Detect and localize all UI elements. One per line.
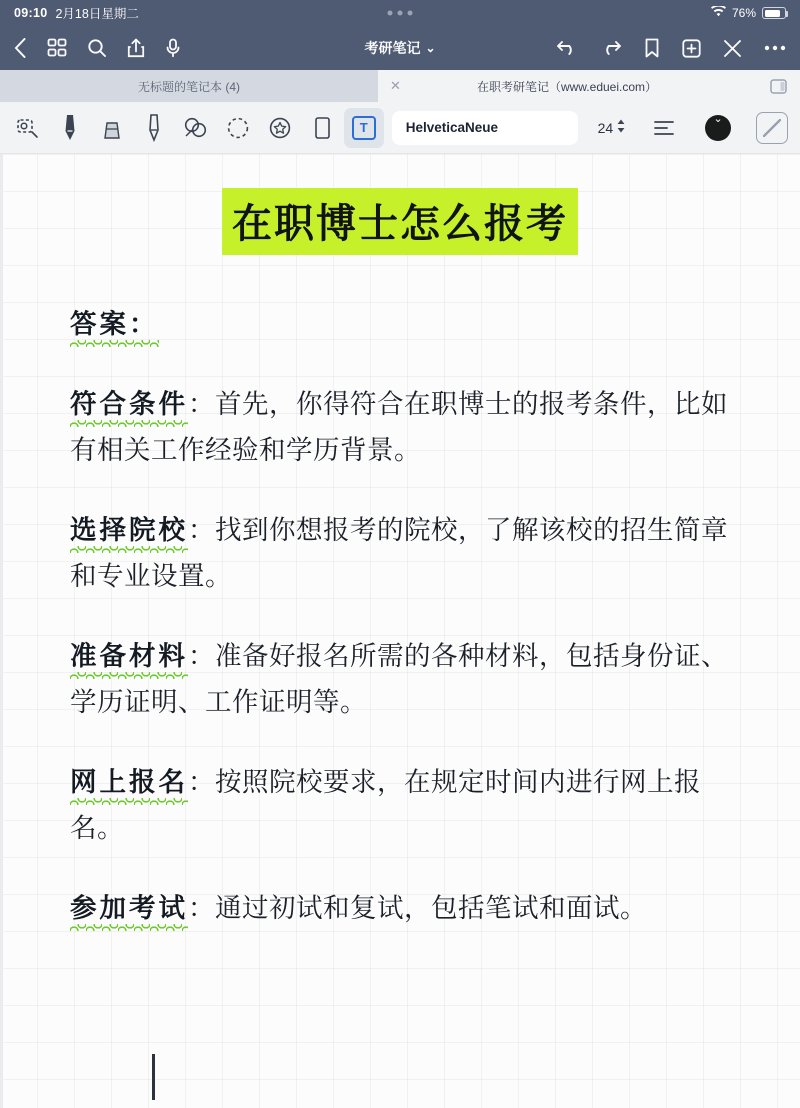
tab-bar	[0, 70, 800, 102]
status-right	[711, 6, 786, 21]
pen-style-icon[interactable]	[752, 108, 792, 148]
tab-label: 在职考研笔记（www.eduei.com）	[476, 79, 658, 94]
section-block	[70, 507, 730, 599]
bookmark-icon[interactable]	[644, 38, 660, 58]
top-toolbar	[0, 26, 800, 70]
text-tool-icon[interactable]	[344, 108, 384, 148]
status-date: 2月18日星期二	[55, 7, 139, 21]
current-color	[705, 115, 731, 141]
font-size-stepper[interactable]	[598, 118, 627, 137]
image-icon[interactable]	[302, 108, 342, 148]
document-title: 考研笔记	[364, 40, 421, 56]
section-text: ：按照院校要求，在规定时间内进行网上报名。	[70, 767, 701, 843]
chevron-down-icon: ⌄	[425, 41, 436, 55]
align-left-icon[interactable]	[644, 108, 684, 148]
font-name-field[interactable]	[392, 111, 578, 145]
pen-icon[interactable]	[50, 108, 90, 148]
microphone-icon[interactable]	[165, 38, 181, 58]
text-tool-badge: T	[352, 116, 376, 140]
eraser-icon[interactable]	[92, 108, 132, 148]
section-keyword: 参加考试	[70, 893, 188, 923]
redo-icon[interactable]	[600, 39, 622, 57]
section-block	[70, 381, 730, 473]
wifi-icon	[711, 6, 726, 21]
section-text: ：找到你想报考的院校，了解该校的招生简章和专业设置。	[70, 515, 728, 591]
section-block	[70, 885, 730, 931]
search-icon[interactable]	[87, 38, 107, 58]
section-keyword: 准备材料	[70, 641, 188, 671]
answer-label-block	[70, 301, 730, 347]
battery-percent: 76%	[731, 6, 756, 20]
more-options-icon[interactable]	[764, 45, 786, 51]
font-size-value: 24	[597, 119, 614, 136]
battery-icon	[762, 7, 786, 19]
tool-row	[0, 102, 800, 154]
shape-tool-icon[interactable]	[176, 108, 216, 148]
sticker-star-icon[interactable]	[260, 108, 300, 148]
document-title-menu[interactable]	[364, 38, 435, 58]
note-page[interactable]	[0, 154, 800, 1108]
share-icon[interactable]	[127, 38, 145, 58]
pen-style-box	[756, 112, 788, 144]
grid-icon[interactable]	[47, 38, 67, 58]
tab-active-notes[interactable]	[378, 70, 756, 102]
section-block	[70, 633, 730, 725]
tab-label: 无标题的笔记本 (4)	[137, 79, 240, 94]
color-swatch[interactable]	[698, 108, 738, 148]
status-clock: 09:10	[14, 6, 48, 20]
highlighter-icon[interactable]	[134, 108, 174, 148]
page-title: 在职博士怎么报考	[222, 188, 578, 255]
lasso-select-icon[interactable]	[8, 108, 48, 148]
text-cursor	[152, 1054, 155, 1100]
tab-untitled-notebook[interactable]	[0, 70, 378, 102]
section-block	[70, 759, 730, 851]
answer-keyword: 答案：	[70, 309, 159, 339]
stepper-arrows-icon	[616, 118, 626, 137]
undo-icon[interactable]	[556, 39, 578, 57]
section-text: ：准备好报名所需的各种材料，包括身份证、学历证明、工作证明等。	[70, 641, 728, 717]
section-keyword: 网上报名	[70, 767, 188, 797]
add-page-icon[interactable]	[682, 39, 701, 58]
top-toolbar-right	[556, 38, 786, 58]
window-dots	[388, 11, 413, 16]
section-keyword: 符合条件	[70, 389, 188, 419]
close-icon[interactable]	[723, 39, 742, 58]
section-text: ：首先，你得符合在职博士的报考条件，比如有相关工作经验和学历背景。	[70, 389, 728, 465]
status-bar	[0, 0, 800, 26]
split-view-icon[interactable]	[756, 70, 800, 102]
close-tab-icon[interactable]: ✕	[390, 78, 401, 93]
dashed-circle-icon[interactable]	[218, 108, 258, 148]
font-name-value: HelveticaNeue	[405, 120, 499, 135]
section-keyword: 选择院校	[70, 515, 188, 545]
section-text: ：通过初试和复试，包括笔试和面试。	[188, 893, 647, 923]
back-chevron-icon[interactable]	[14, 38, 27, 58]
